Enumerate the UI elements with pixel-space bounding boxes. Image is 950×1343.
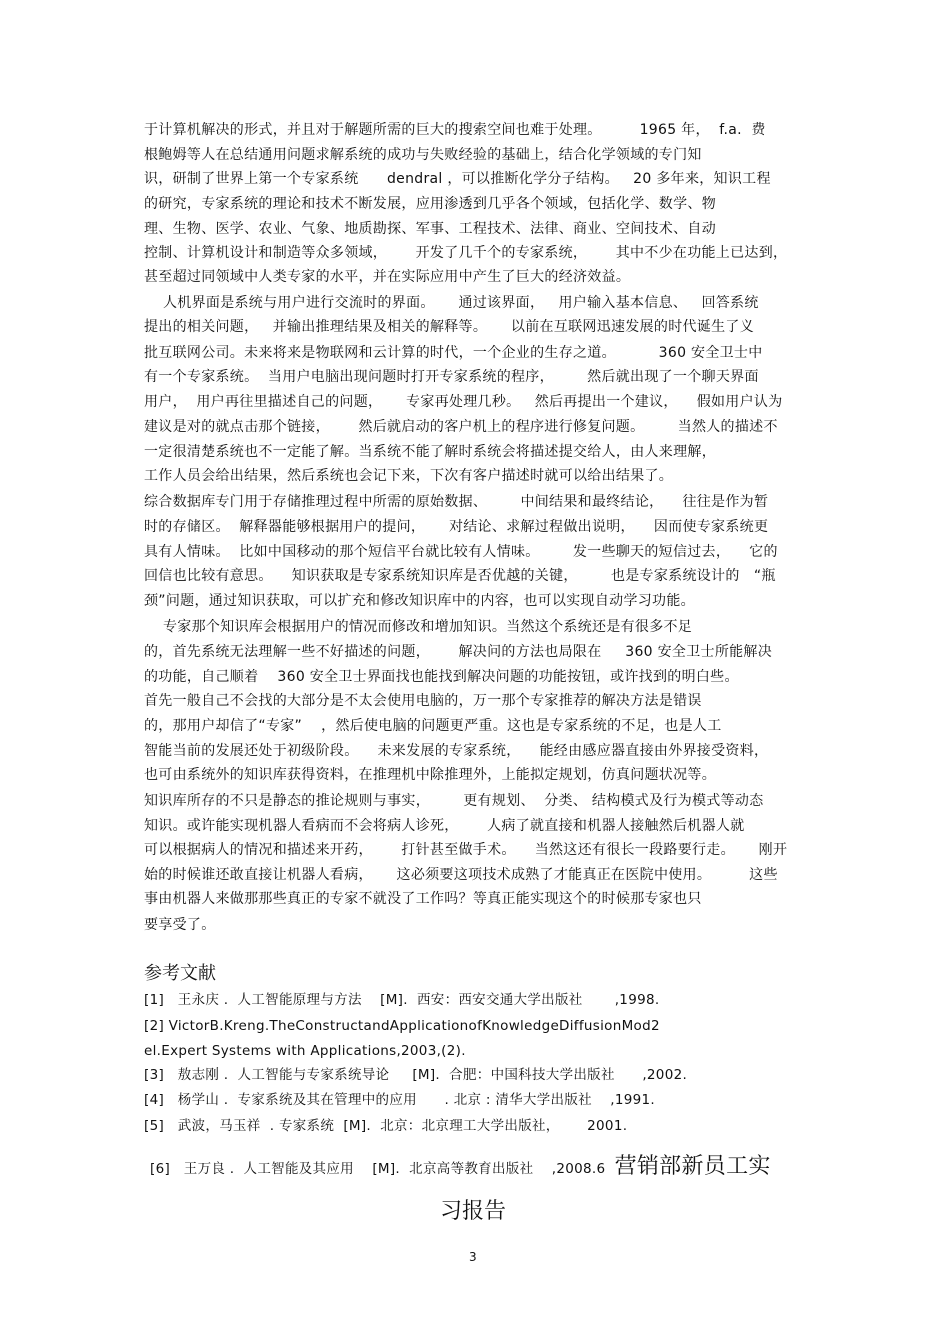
body-line: 的，那用户却信了“专家” ，然后使电脑的问题更严重。这也是专家系统的不足，也是人工: [144, 718, 722, 734]
page-number: 3: [469, 1250, 477, 1264]
next-report-title-line1: 营销部新员工实: [614, 1154, 771, 1179]
reference-item: [4] 杨学山 . 专家系统及其在管理中的应用 . 北京 : 清华大学出版社 ,1991.: [144, 1092, 656, 1108]
references-heading: 参考文献: [144, 963, 216, 984]
body-line: 人机界面是系统与用户进行交流时的界面。 通过该界面， 用户输入基本信息、 回答系统: [144, 295, 759, 311]
reference-item: el.Expert Systems with Applications,2003,(2).: [144, 1043, 466, 1059]
body-line: 工作人员会给出结果，然后系统也会记下来，下次有客户描述时就可以给出结果了。: [144, 468, 674, 484]
body-line: 具有人情味。 比如中国移动的那个短信平台就比较有人情味。 发一些聊天的短信过去， 它的: [144, 544, 778, 560]
body-line: 知识。或许能实现机器人看病而不会将病人诊死， 人病了就直接和机器人接触然后机器人就: [144, 818, 745, 834]
body-line: 的研究，专家系统的理论和技术不断发展，应用渗透到几乎各个领域，包括化学、数学、物: [144, 196, 716, 212]
body-line: 根鲍姆等人在总结通用问题求解系统的成功与失败经验的基础上，结合化学领域的专门知: [144, 147, 702, 163]
body-line: 时的存储区。 解释器能够根据用户的提问， 对结论、求解过程做出说明， 因而使专家系统更: [144, 519, 769, 535]
body-line: 可以根据病人的情况和描述来开药， 打针甚至做手术。 当然这还有很长一段路要行走。 刚开: [144, 842, 788, 858]
body-line: 也可由系统外的知识库获得资料，在推理机中除推理外，上能拟定规划，仿真问题状况等。: [144, 767, 716, 783]
body-line: 识，研制了世界上第一个专家系统 dendral ，可以推断化学分子结构。 20 多年来，知识工程: [144, 171, 771, 187]
reference-item: [3] 敖志刚 . 人工智能与专家系统导论 [M]. 合肥：中国科技大学出版社 ,2002.: [144, 1067, 688, 1083]
body-line: 建议是对的就点击那个链接， 然后就启动的客户机上的程序进行修复问题。 当然人的描述不: [144, 419, 778, 435]
body-line: 理、生物、医学、农业、气象、地质勘探、军事、工程技术、法律、商业、空间技术、自动: [144, 221, 716, 237]
body-line: 控制、计算机设计和制造等众多领域， 开发了几千个的专家系统， 其中不少在功能上已达到，: [144, 245, 788, 261]
body-line: 有一个专家系统。 当用户电脑出现问题时打开专家系统的程序， 然后就出现了一个聊天界面: [144, 369, 759, 385]
body-line: 的，首先系统无法理解一些不好描述的问题， 解决问的方法也局限在 360 安全卫士所能解决: [144, 644, 773, 660]
body-line: 要享受了。: [144, 917, 216, 933]
body-line: 始的时候谁还敢直接让机器人看病， 这必须要这项技术成熟了才能真正在医院中使用。 这些: [144, 867, 778, 883]
body-line: 专家那个知识库会根据用户的情况而修改和增加知识。当然这个系统还是有很多不足: [144, 619, 693, 635]
next-report-title-line2: 习报告: [440, 1199, 507, 1224]
reference-6-text: [6] 王万良 . 人工智能及其应用 [M]. 北京高等教育出版社 ,2008.6: [150, 1161, 615, 1177]
reference-item: [5] 武波，马玉祥 . 专家系统 [M]. 北京：北京理工大学出版社， 2001.: [144, 1118, 628, 1134]
reference-item-6: [150, 1154, 850, 1179]
body-line: 的功能，自己顺着 360 安全卫士界面找也能找到解决问题的功能按钮，或许找到的明白些。: [144, 669, 739, 685]
body-line: 智能当前的发展还处于初级阶段。 未来发展的专家系统， 能经由感应器直接由外界接受资料，: [144, 743, 769, 759]
body-line: 于计算机解决的形式，并且对于解题所需的巨大的搜索空间也难于处理。 1965 年， f.a. 费: [144, 122, 766, 138]
body-line: 用户， 用户再往里描述自己的问题， 专家再处理几秒。 然后再提出一个建议， 假如用户认为: [144, 394, 783, 410]
body-line: 一定很清楚系统也不一定能了解。当系统不能了解时系统会将描述提交给人，由人来理解，: [144, 444, 716, 460]
body-line: 批互联网公司。未来将来是物联网和云计算的时代，一个企业的生存之道。 360 安全卫士中: [144, 345, 763, 361]
body-line: 回信也比较有意思。 知识获取是专家系统知识库是否优越的关键， 也是专家系统设计的 “瓶: [144, 568, 776, 584]
body-line: 颈”问题，通过知识获取，可以扩充和修改知识库中的内容，也可以实现自动学习功能。: [144, 593, 695, 609]
reference-item: [1] 王永庆 . 人工智能原理与方法 [M]. 西安：西安交通大学出版社 ,1998.: [144, 992, 660, 1008]
reference-item: [2] VictorB.Kreng.TheConstructandApplicationofKnowledgeDiffusionMod2: [144, 1018, 660, 1034]
body-line: 综合数据库专门用于存储推理过程中所需的原始数据、 中间结果和最终结论， 往往是作为暂: [144, 494, 769, 510]
body-line: 事由机器人来做那那些真正的专家不就没了工作吗？等真正能实现这个的时候那专家也只: [144, 891, 702, 907]
body-line: 提出的相关问题， 并输出推理结果及相关的解释等。 以前在互联网迅速发展的时代诞生了义: [144, 319, 754, 335]
body-line: 甚至超过同领域中人类专家的水平，并在实际应用中产生了巨大的经济效益。: [144, 269, 631, 285]
body-line: 首先一般自己不会找的大部分是不太会使用电脑的，万一那个专家推荐的解决方法是错误: [144, 693, 702, 709]
body-line: 知识库所存的不只是静态的推论规则与事实， 更有规划、 分类、 结构模式及行为模式等动态: [144, 793, 764, 809]
